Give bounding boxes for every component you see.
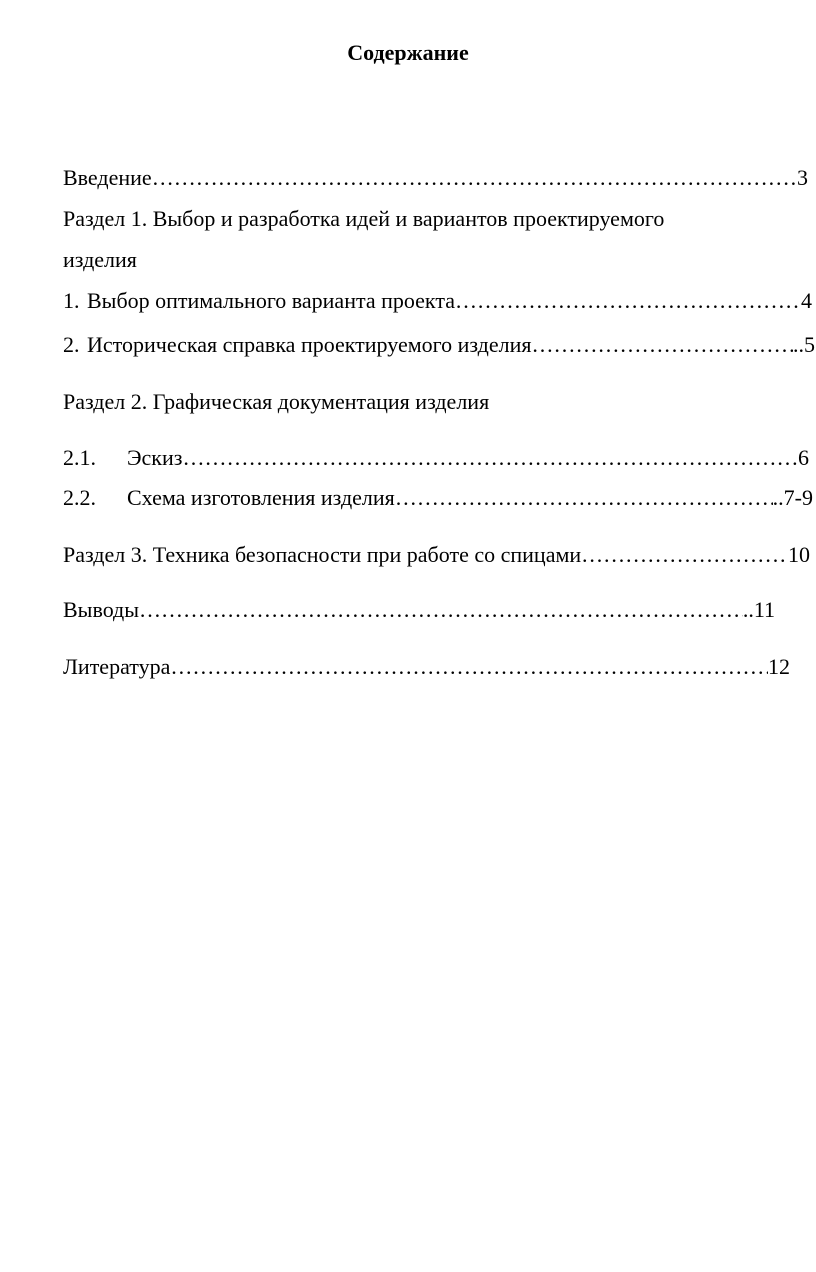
toc-label: Схема изготовления изделия xyxy=(127,485,395,510)
toc-entry-section-2 xyxy=(63,388,489,416)
toc-entry-literature xyxy=(63,653,790,681)
toc-entry-section-1-cont xyxy=(63,246,137,274)
toc-number: 2.1. xyxy=(63,445,96,470)
toc-page: 4 xyxy=(801,288,812,313)
toc-number: 1. xyxy=(63,288,80,313)
toc-page: 12 xyxy=(768,654,790,679)
toc-number: 2.2. xyxy=(63,485,96,510)
toc-page: ..11 xyxy=(742,597,775,622)
dot-leader xyxy=(152,164,797,192)
toc-entry-1 xyxy=(63,287,812,315)
dot-leader xyxy=(182,444,798,472)
dot-leader xyxy=(139,596,743,624)
toc-label: изделия xyxy=(63,247,137,272)
toc-label: Раздел 2. Графическая документация изделия xyxy=(63,389,490,414)
page-title: Содержание xyxy=(347,40,469,65)
dot-leader xyxy=(395,484,773,512)
toc-label: Историческая справка проектируемого изделия xyxy=(87,332,532,357)
dot-leader xyxy=(455,287,801,315)
toc-page: 3 xyxy=(797,165,808,190)
toc-label: Выводы xyxy=(63,597,140,622)
toc-entry-2-2 xyxy=(63,484,813,512)
toc-label: Раздел 3. Техника безопасности при работе со спицами xyxy=(63,542,582,567)
dot-leader xyxy=(170,653,768,681)
toc-page: 10 xyxy=(788,542,810,567)
toc-entry-introduction xyxy=(63,164,808,192)
toc-entry-section-3 xyxy=(63,541,810,569)
toc-label: Литература xyxy=(63,654,171,679)
toc-entry-2 xyxy=(63,331,815,359)
toc-page: ..7-9 xyxy=(772,485,813,510)
toc-page: ..5 xyxy=(793,332,815,357)
toc-entry-conclusions xyxy=(63,596,775,624)
toc-label: Эскиз xyxy=(127,445,183,470)
toc-entry-2-1 xyxy=(63,444,809,472)
toc-label: Раздел 1. Выбор и разработка идей и вариантов проектируемого xyxy=(63,206,665,231)
toc-number: 2. xyxy=(63,332,80,357)
toc-label: Введение xyxy=(63,165,152,190)
dot-leader xyxy=(581,541,788,569)
dot-leader xyxy=(532,331,793,359)
toc-page: 6 xyxy=(798,445,809,470)
toc-entry-section-1 xyxy=(63,205,664,233)
toc-label: Выбор оптимального варианта проекта xyxy=(87,288,455,313)
